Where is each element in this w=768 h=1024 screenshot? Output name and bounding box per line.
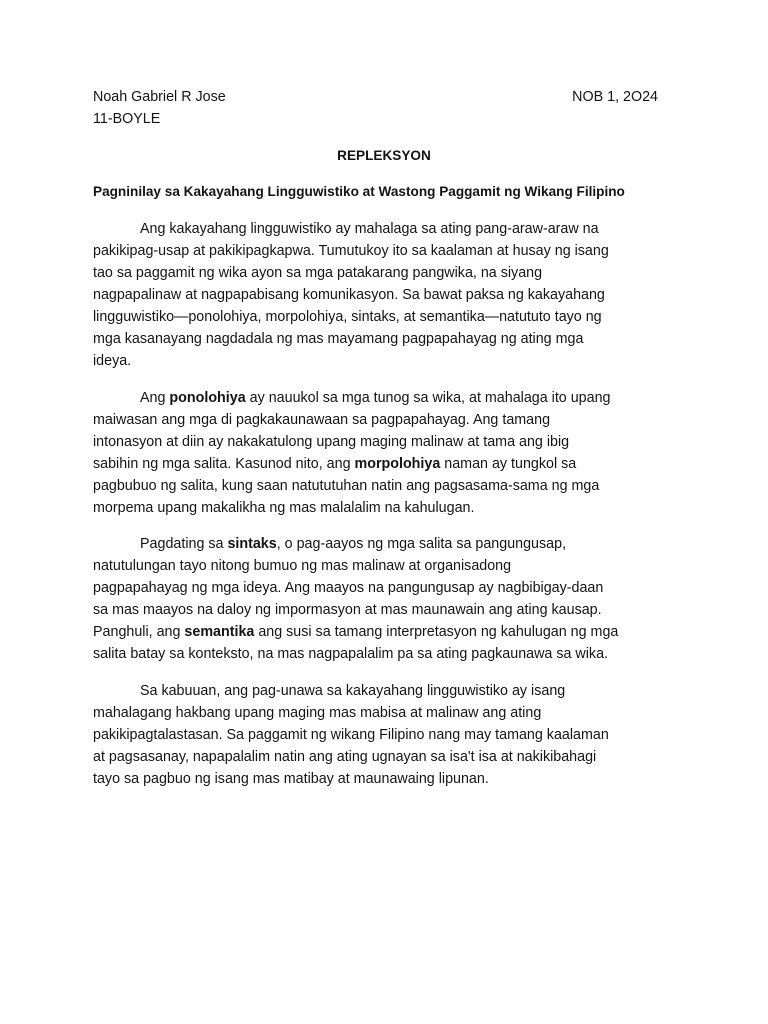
text-line <box>93 680 693 702</box>
text-line <box>93 262 693 284</box>
header-row <box>93 86 658 108</box>
text-segment: nagpapalinaw at nagpapabisang komunikasyon. Sa bawat paksa ng kakayahang <box>93 287 605 303</box>
text-segment: salita batay sa konteksto, na mas nagpapalalim pa sa ating pagkaunawa sa wika. <box>93 646 609 662</box>
text-segment: at pagsasanay, napapalalim natin ang ating ugnayan sa isa't isa at nakikibahagi <box>93 748 597 765</box>
text-line <box>93 350 693 372</box>
bold-term: semantika <box>184 624 255 640</box>
text-segment: mga kasanayang nagdadala ng mas mayamang pagpapahayag ng ating mga <box>93 331 584 347</box>
text-segment: Ang <box>140 389 170 406</box>
bold-term: morpolohiya <box>354 455 441 472</box>
text-line <box>93 284 693 306</box>
text-segment: Sa kabuuan, ang pag-unawa sa kakayahang lingguwistiko ay isang <box>140 682 566 699</box>
bold-term: ponolohiya <box>169 389 246 406</box>
text-line <box>93 533 693 555</box>
text-line <box>93 387 693 409</box>
text-segment: natutulungan tayo nitong bumuo ng mas malinaw at organisadong <box>93 558 512 574</box>
text-segment: sabihin ng mga salita. Kasunod nito, ang <box>93 455 355 472</box>
text-segment: naman ay tungkol sa <box>440 455 577 472</box>
text-line <box>93 431 693 453</box>
text-line <box>93 475 693 497</box>
paragraph <box>93 533 693 665</box>
text-segment: pakikipagtalastasan. Sa paggamit ng wikang Filipino nang may tamang kaalaman <box>93 726 609 743</box>
paragraph <box>93 387 693 519</box>
text-segment: maiwasan ang mga di pagkakaunawaan sa pagpapahayag. Ang tamang <box>93 411 551 428</box>
text-segment: ang susi sa tamang interpretasyon ng kahulugan ng mga <box>254 624 619 640</box>
text-segment: sa mas maayos na daloy ng impormasyon at mas maunawain ang ating kausap. <box>93 602 602 618</box>
text-segment: Panghuli, ang <box>93 624 185 640</box>
text-line <box>93 453 693 475</box>
text-line <box>93 328 693 350</box>
text-line <box>93 643 693 665</box>
text-segment: pagbubuo ng salita, kung saan natututuhan natin ang pagsasama-sama ng mga <box>93 477 600 494</box>
document-header <box>93 86 658 130</box>
text-line <box>93 746 693 768</box>
text-line <box>93 555 693 577</box>
document-body <box>93 218 693 804</box>
text-segment: Ang kakayahang lingguwistiko ay mahalaga sa ating pang-araw-araw na <box>140 221 599 237</box>
paragraph <box>93 680 693 790</box>
text-line <box>93 768 693 790</box>
text-line <box>93 621 693 643</box>
text-segment: pagpapahayag ng mga ideya. Ang maayos na pangungusap ay nagbibigay-daan <box>93 580 604 596</box>
text-segment: tayo sa pagbuo ng isang mas matibay at maunawaing lipunan. <box>93 770 489 787</box>
document-date: NOB 1, 2O24 <box>572 89 658 105</box>
text-segment: ideya. <box>93 353 132 369</box>
text-segment: morpema upang makalikha ng mas malalalim na kahulugan. <box>93 499 475 516</box>
text-line <box>93 497 693 519</box>
document-title: REPLEKSYON <box>337 148 431 163</box>
text-segment: ay nauukol sa mga tunog sa wika, at mahalaga ito upang <box>245 389 611 406</box>
text-segment: , o pag-aayos ng mga salita sa pangungusap, <box>276 536 567 552</box>
text-segment: pakikipag-usap at pakikipagkapwa. Tumutukoy ito sa kaalaman at husay ng isang <box>93 243 609 259</box>
bold-term: sintaks <box>227 536 277 552</box>
class-section: 11-BOYLE <box>93 111 161 127</box>
text-line <box>93 577 693 599</box>
paragraph <box>93 218 693 372</box>
header-row <box>93 108 658 130</box>
text-line <box>93 724 693 746</box>
text-line <box>93 702 693 724</box>
text-segment: tao sa paggamit ng wika ayon sa mga patakarang pangwika, na siyang <box>93 265 543 281</box>
text-segment: mahalagang hakbang upang maging mas mabisa at malinaw ang ating <box>93 704 542 721</box>
text-segment: lingguwistiko—ponolohiya, morpolohiya, sintaks, at semantika—natututo tayo ng <box>93 309 602 325</box>
text-line <box>93 218 693 240</box>
text-segment: intonasyon at diin ay nakakatulong upang maging malinaw at tama ang ibig <box>93 433 570 450</box>
text-line <box>93 240 693 262</box>
document-subtitle: Pagninilay sa Kakayahang Lingguwistiko at Wastong Paggamit ng Wikang Filipino <box>93 184 625 199</box>
author-name: Noah Gabriel R Jose <box>93 89 226 105</box>
text-line <box>93 306 693 328</box>
text-line <box>93 599 693 621</box>
text-segment: Pagdating sa <box>140 536 228 552</box>
text-line <box>93 409 693 431</box>
